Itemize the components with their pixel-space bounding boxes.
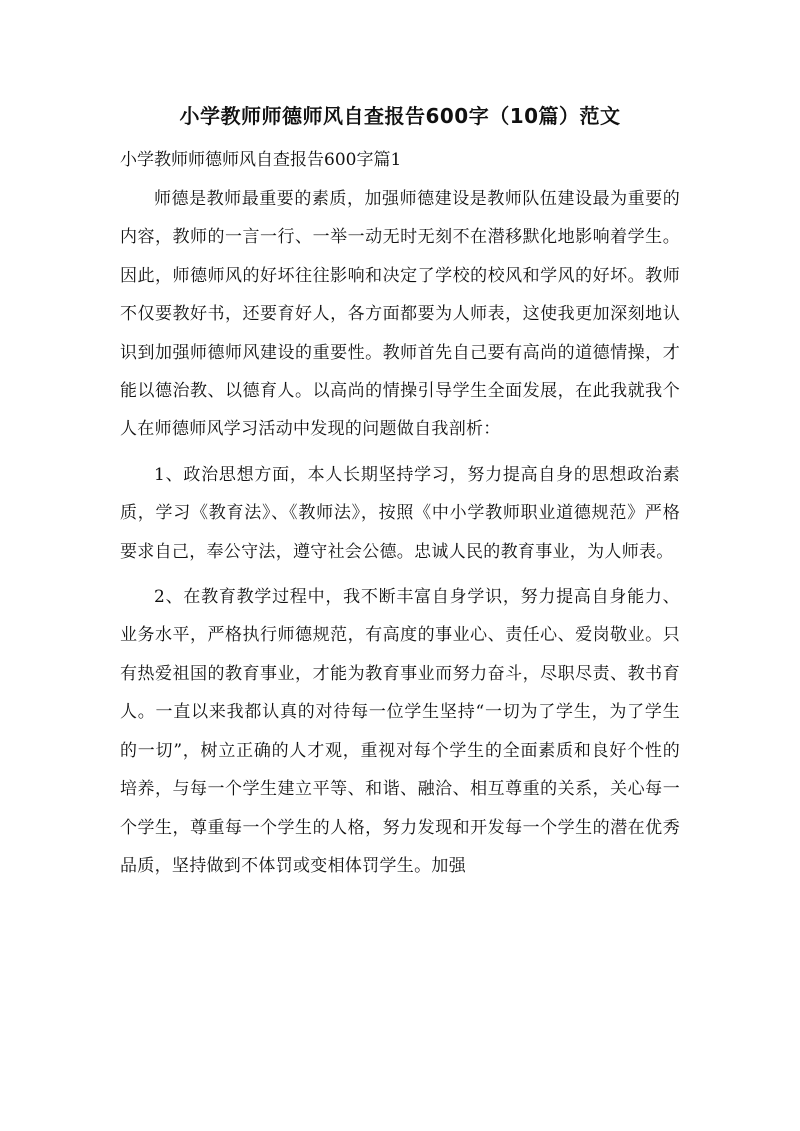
section-subtitle: 小学教师师德师风自查报告600字篇1 bbox=[120, 150, 402, 170]
document-body bbox=[120, 180, 680, 892]
paragraph-point-2: 2、在教育教学过程中，我不断丰富自身学识，努力提高自身能力、业务水平，严格执行师德规范，有高度的事业心、责任心、爱岗敬业。只有热爱祖国的教育事业，才能为教育事业而努力奋斗，尽职尽责、教书育人。一直以来我都认真的对待每一位学生坚持“一切为了学生，为了学生的一切”，树立正确的人才观，重视对每个学生的全面素质和良好个性的培养，与每一个学生建立平等、和谐、融洽、相互尊重的关系，关心每一个学生，尊重每一个学生的人格，努力发现和开发每一个学生的潜在优秀品质，坚持做到不体罚或变相体罚学生。加强 bbox=[120, 587, 680, 876]
paragraph-point-1: 1、政治思想方面，本人长期坚持学习，努力提高自身的思想政治素质，学习《教育法》、《教师法》，按照《中小学教师职业道德规范》严格要求自己，奉公守法，遵守社会公德。忠诚人民的教育事业，为人师表。 bbox=[120, 464, 680, 562]
document-title: 小学教师师德师风自查报告600字（10篇）范文 bbox=[179, 104, 621, 128]
paragraph-intro: 师德是教师最重要的素质，加强师德建设是教师队伍建设最为重要的内容，教师的一言一行、一举一动无时无刻不在潜移默化地影响着学生。因此，师德师风的好坏往往影响和决定了学校的校风和学风的好坏。教师不仅要教好书，还要育好人，各方面都要为人师表，这使我更加深刻地认识到加强师德师风建设的重要性。教师首先自己要有高尚的道德情操，才能以德治教、以德育人。以高尚的情操引导学生全面发展，在此我就我个人在师德师风学习活动中发现的问题做自我剖析： bbox=[120, 189, 680, 440]
